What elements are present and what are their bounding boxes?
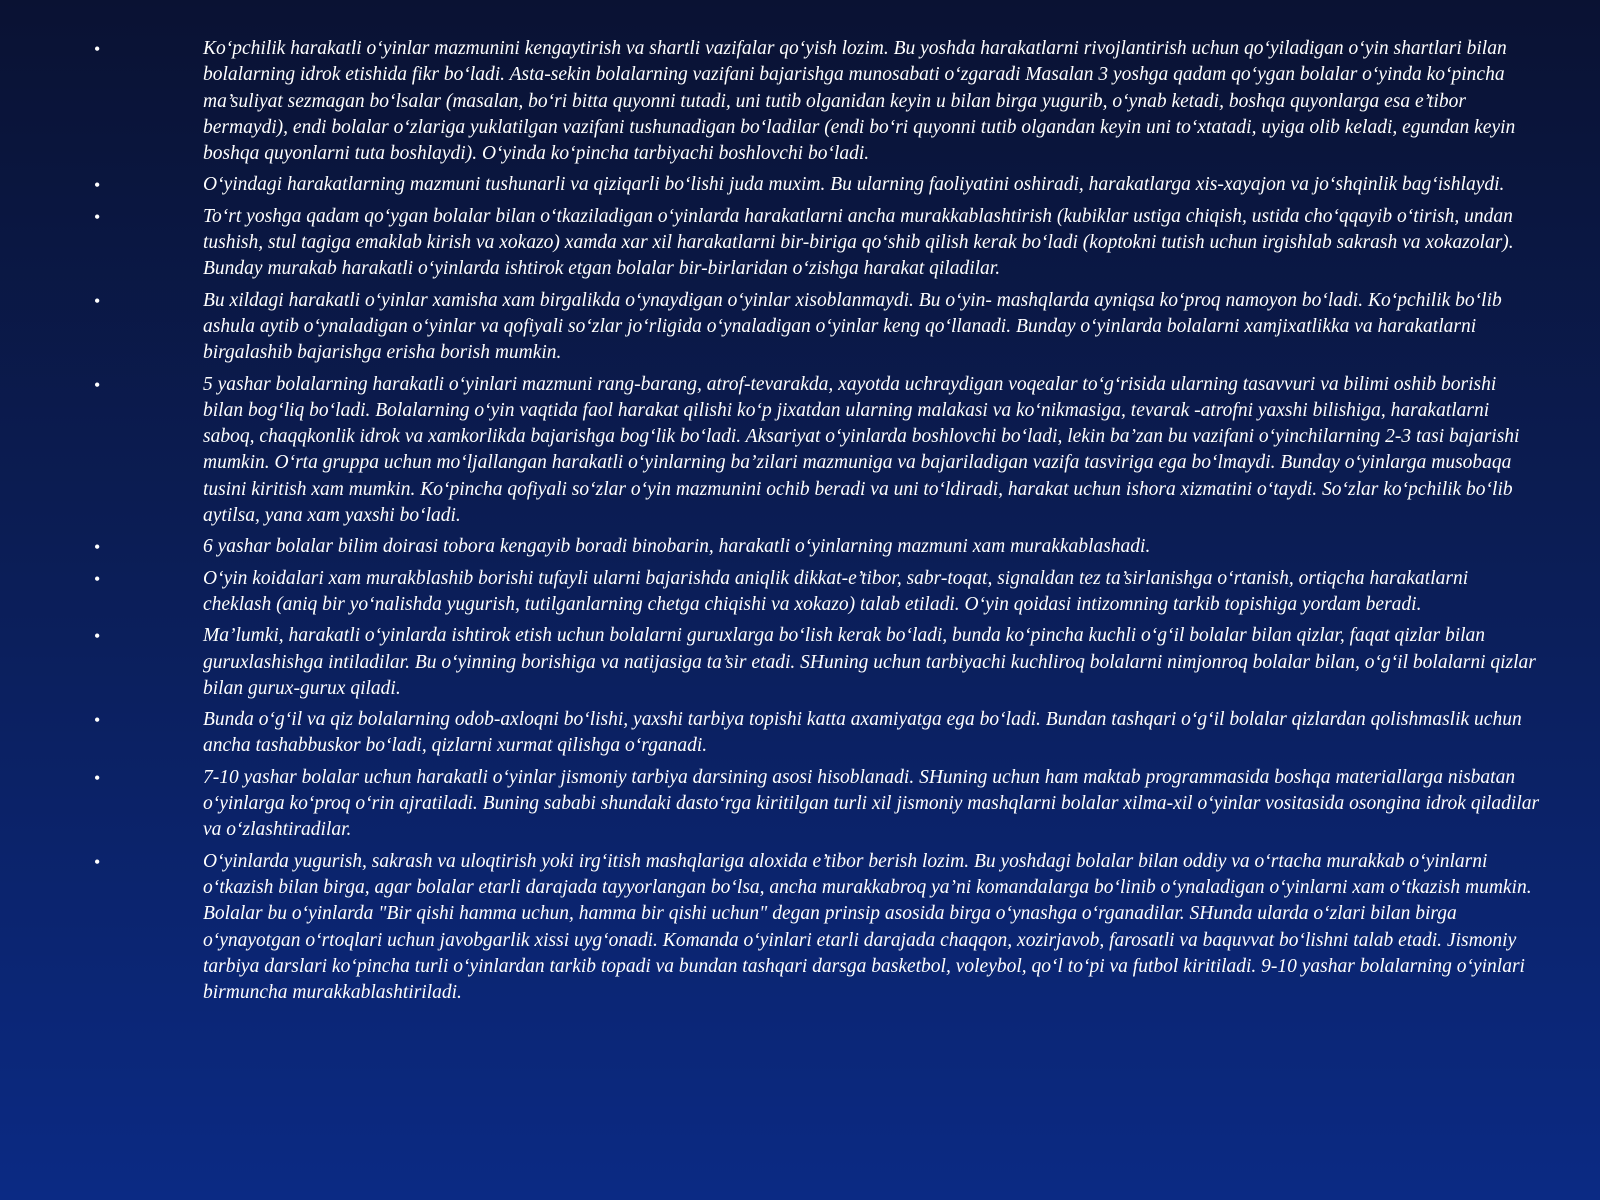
bullet-item xyxy=(0,623,1540,702)
bullet-icon: • xyxy=(94,374,101,395)
bullet-icon: • xyxy=(94,710,101,731)
bullet-item xyxy=(0,534,1540,560)
bullet-icon: • xyxy=(94,290,101,311)
bullet-icon: • xyxy=(94,767,101,788)
bullet-icon: • xyxy=(94,206,101,227)
bullet-item xyxy=(0,36,1540,167)
paragraph-text: Bunda o‘g‘il va qiz bolalarning odob-axloqni bo‘lishi, yaxshi tarbiya topishi katta axamiyatga ega bo‘ladi. Bundan tashqari o‘g‘il bolalar qizlardan qolishmaslik uchun ancha tashabbuskor bo‘ladi, qizlarni xurmat qilishga o‘rganadi. xyxy=(203,709,1522,757)
bullet-item xyxy=(0,172,1540,198)
bullet-item xyxy=(0,765,1540,844)
paragraph-text: O‘yindagi harakatlarning mazmuni tushunarli va qiziqarli bo‘lishi juda muxim. Bu ularning faoliyatini oshiradi, harakatlarga xis-xayajon va jo‘shqinlik bag‘ishlaydi. xyxy=(203,174,1505,196)
bullet-item xyxy=(0,288,1540,367)
bullet-item xyxy=(0,849,1540,1007)
bullet-item xyxy=(0,372,1540,530)
paragraph-text: To‘rt yoshga qadam qo‘ygan bolalar bilan o‘tkaziladigan o‘yinlarda harakatlarni ancha murakkablashtirish (kubiklar ustiga chiqish, ustida cho‘qqayib o‘tirish, undan tushish, stul tagiga emaklab kirish va xokazo) xamda xar xil harakatlarni bir-biriga qo‘shib qilish kerak bo‘ladi (koptokni tutish uchun irgishlab sakrash va xokazolar). Bunday murakab harakatli o‘yinlarda ishtirok etgan bolalar bir-birlaridan o‘zishga harakat qiladilar. xyxy=(203,205,1514,280)
paragraph-text: 6 yashar bolalar bilim doirasi tobora kengayib boradi binobarin, harakatli o‘yinlarning mazmuni xam murakkablashadi. xyxy=(203,536,1151,558)
paragraph-text: 7-10 yashar bolalar uchun harakatli o‘yinlar jismoniy tarbiya darsining asosi hisoblanadi. SHuning uchun ham maktab programmasida boshqa materiallarga nisbatan o‘yinlarga ko‘proq o‘rin ajratiladi. Buning sababi shundaki dasto‘rga kiritilgan turli xil jismoniy mashqlarni bolalar xilma-xil o‘yinlar vositasida osongina idrok qiladilar va o‘zlashtiradilar. xyxy=(203,766,1540,841)
paragraph-text: Ma’lumki, harakatli o‘yinlarda ishtirok etish uchun bolalarni guruxlarga bo‘lish kerak bo‘ladi, bunda ko‘pincha kuchli o‘g‘il bolalar bilan qizlar, faqat qizlar bilan guruxlashishga intiladilar. Bu o‘yinning borishiga va natijasiga ta’sir etadi. SHuning uchun tarbiyachi kuchliroq bolalarni nimjonroq bolalar bilan, o‘g‘il bolalarni qizlar bilan gurux-gurux qiladi. xyxy=(203,625,1536,699)
paragraph-text: O‘yin koidalari xam murakblashib borishi tufayli ularni bajarishda aniqlik dikkat-e’tibor, sabr-toqat, signaldan tez ta’sirlanishga o‘rtanish, ortiqcha harakatlarni cheklash (aniq bir yo‘nalishda yugurish, tutilganlarning chetga chiqishi va xokazo) talab etiladi. O‘yin qoidasi intizomning tarkib topishiga yordam beradi. xyxy=(203,567,1469,615)
bullet-icon: • xyxy=(94,851,101,872)
bullet-item xyxy=(0,707,1540,760)
bullet-icon: • xyxy=(94,39,101,59)
bullet-icon: • xyxy=(94,175,101,196)
bullet-item xyxy=(0,204,1540,283)
paragraph-text: Bu xildagi harakatli o‘yinlar xamisha xam birgalikda o‘ynaydigan o‘yinlar xisoblanmaydi. Bu o‘yin- mashqlarda ayniqsa ko‘proq namoyon bo‘ladi. Ko‘pchilik bo‘lib ashula aytib o‘ynaladigan o‘yinlar va qofiyali so‘zlar jo‘rligida o‘ynaladigan o‘yinlar keng qo‘llanadi. Bunday o‘yinlarda bolalarni xamjixatlikka va harakatlarni birgalashib bajarishga erisha borish mumkin. xyxy=(203,289,1502,364)
paragraph-text: O‘yinlarda yugurish, sakrash va uloqtirish yoki irg‘itish mashqlariga aloxida e’tibor berish lozim. Bu yoshdagi bolalar bilan oddiy va o‘rtacha murakkab o‘yinlarni o‘tkazish bilan birga, agar bolalar etarli darajada tayyorlangan bo‘lsa, ancha murakkabroq ya’ni komandalarga bo‘linib o‘ynaladigan o‘yinlarni xam o‘tkazish mumkin. Bolalar bu o‘yinlarda "Bir qishi hamma uchun, hamma bir qishi uchun" degan prinsip asosida birga o‘ynashga o‘rganadilar. SHunda ularda o‘zlari bilan birga o‘ynayotgan o‘rtoqlari uchun javobgarlik xissi uyg‘onadi. Komanda o‘yinlari etarli darajada chaqqon, xozirjavob, farosatli va baquvvat bo‘lishni talab etadi. Jismoniy tarbiya darslari ko‘pincha turli o‘yinlardan tarkib topadi va bundan tashqari darsga basketbol, voleybol, qo‘l to‘pi va futbol kiritiladi. 9-10 yashar bolalarning o‘yinlari birmuncha murakkablashtiriladi. xyxy=(203,850,1532,1004)
paragraph-text: Ko‘pchilik harakatli o‘yinlar mazmunini kengaytirish va shartli vazifalar qo‘yish lozim. Bu yoshda harakatlarni rivojlantirish uchun qo‘yiladigan o‘yin shartlari bilan bolalarning idrok etishida fikr bo‘ladi. Asta-sekin bolalarning vazifani bajarishga munosabati o‘zgaradi Masalan 3 yoshga qadam qo‘ygan bolalar o‘yinda ko‘pincha ma’suliyat sezmagan bo‘lsalar (masalan, bo‘ri bitta quyonni tutadi, uni tutib olganidan keyin u bilan birga yugurib, o‘ynab ketadi, boshqa quyonlarga esa e’tibor bermaydi), endi bolalar o‘zlariga yuklatilgan vazifani tushunadigan bo‘ladilar (endi bo‘ri quyonni tutib olgandan keyin uni to‘xtatadi, uyiga olib keladi, egundan keyin boshqa quyonlarni tuta boshlaydi). O‘yinda ko‘pincha tarbiyachi boshlovchi bo‘ladi. xyxy=(203,38,1516,165)
bullet-icon: • xyxy=(94,568,101,589)
bullet-icon: • xyxy=(94,626,101,647)
paragraph-text: 5 yashar bolalarning harakatli o‘yinlari mazmuni rang-barang, atrof-tevarakda, xayotda uchraydigan voqealar to‘g‘risida ularning tasavvuri va bilimi oshib borishi bilan bog‘liq bo‘ladi. Bolalarning o‘yin vaqtida faol harakat qilishi ko‘p jixatdan ularning malakasi va ko‘nikmasiga, tevarak -atrofni yaxshi bilishiga, harakatlarni saboq, chaqqkonlik idrok va xamkorlikda bajarishga bog‘lik bo‘ladi. Aksariyat o‘yinlarda boshlovchi bo‘ladi, lekin ba’zan bu vazifani o‘yinchilarning 2-3 tasi bajarishi mumkin. O‘rta gruppa uchun mo‘ljallangan harakatli o‘yinlarning ba’zilari mazmuniga va bajariladigan vazifa tasviriga ega bo‘lmaydi. Bunday o‘yinlarga musobaqa tusini kiritish xam mumkin. Ko‘pincha qofiyali so‘zlar o‘yin mazmunini ochib beradi va uni to‘ldiradi, harakat uchun ishora xizmatini o‘taydi. So‘zlar ko‘pchilik bo‘lib aytilsa, yana xam yaxshi bo‘ladi. xyxy=(203,373,1520,527)
bullet-list xyxy=(0,36,1540,1006)
bullet-item xyxy=(0,566,1540,619)
bullet-icon: • xyxy=(94,537,101,558)
